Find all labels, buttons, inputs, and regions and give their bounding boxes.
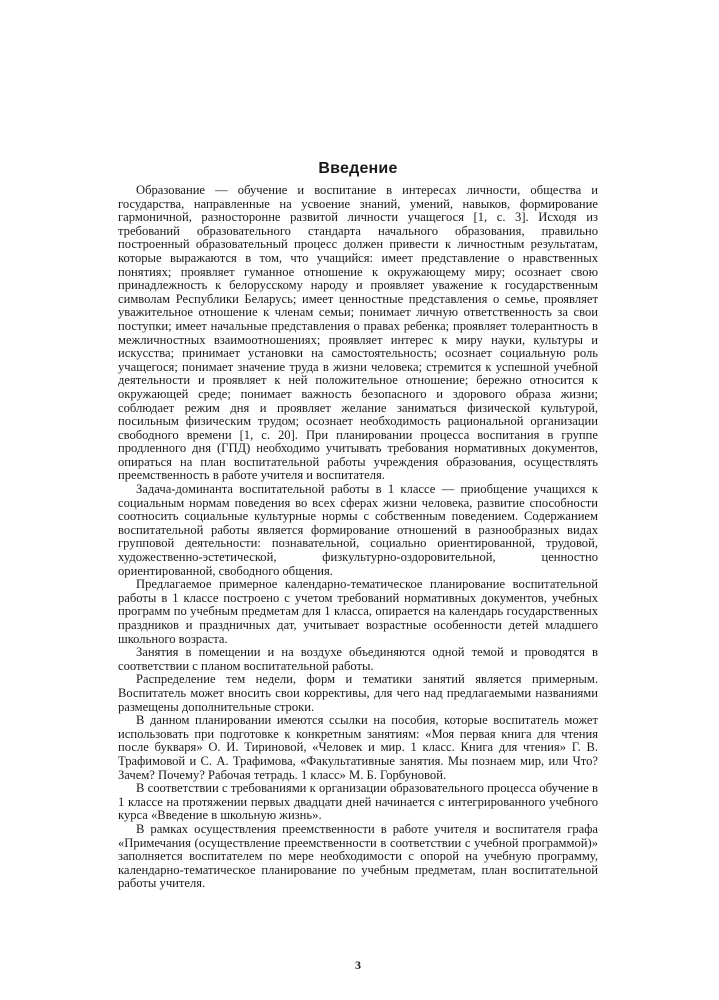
paragraph: Распределение тем недели, форм и тематики занятий является примерным. Воспитатель может вносить свои коррективы, для чего над предлагаемыми названиями размещены дополнительные строки.	[118, 672, 598, 714]
paragraph: Задача-доминанта воспитательной работы в 1 классе — приобщение учащихся к социальным нормам поведения во всех сферах жизни человека, развитие способности соотносить социальные культурные нормы с собственным поведением. Содержанием воспитательной работы является формирование отношений в разнообразных видах групповой деятельности: познавательной, социально ориентированной, трудовой, художественно-эстетической, физкультурно-оздоровительной, ценностно ориентированной, свободного общения.	[118, 482, 598, 578]
body-text	[118, 184, 598, 891]
page-title: Введение	[318, 160, 398, 177]
paragraph: В данном планировании имеются ссылки на пособия, которые воспитатель может использовать при подготовке к конкретным занятиям: «Моя первая книга для чтения после букваря» О. И. Тириновой, «Человек и мир. 1 класс. Книга для чтения» Г. В. Трафимовой и С. А. Трафимова, «Факультативные занятия. Мы познаем мир, или Что? Зачем? Почему? Рабочая тетрадь. 1 класс» М. Б. Горбуновой.	[118, 713, 598, 782]
paragraph: Образование — обучение и воспитание в интересах личности, общества и государства, направленные на усвоение знаний, умений, навыков, формирование гармоничной, разносторонне развитой личности учащегося [1, с. 3]. Исходя из требований образовательного стандарта начального образования, правильно построенный образовательный процесс должен привести к личностным результатам, которые выражаются в том, что учащийся: имеет представление о нравственных понятиях; проявляет гуманное отношение к окружающему миру; осознает свою принадлежность к белорусскому народу и проявляет уважение к государственным символам Республики Беларусь; имеет ценностные представления о семье, проявляет уважительное отношение к членам семьи; понимает личную ответственность за свои поступки; имеет начальные представления о правах ребенка; проявляет толерантность в межличностных взаимоотношениях; проявляет интерес к миру науки, культуры и искусства; принимает установки на самостоятельность; осознает социальную роль учащегося; понимает значение труда в жизни человека; стремится к успешной учебной деятельности и проявляет к ней положительное отношение; бережно относится к окружающей среде; понимает важность безопасного и здорового образа жизни; соблюдает режим дня и проявляет желание заниматься физической культурой, посильным физическим трудом; осознает необходимость рациональной организации свободного времени [1, с. 20]. При планировании процесса воспитания в группе продленного дня (ГПД) необходимо учитывать требования нормативных документов, опираться на план воспитательной работы учреждения образования, осуществлять преемственность в работе учителя и воспитателя.	[118, 183, 598, 483]
paragraph: В рамках осуществления преемственности в работе учителя и воспитателя графа «Примечания (осуществление преемственности в соответствии с учебной программой)» заполняется воспитателем по мере необходимости с опорой на учебную программу, календарно-тематическое планирование по учебным предметам, план воспитательной работы учителя.	[118, 821, 598, 891]
paragraph: Занятия в помещении и на воздухе объединяются одной темой и проводятся в соответствии с планом воспитательной работы.	[118, 645, 598, 673]
paragraph: В соответствии с требованиями к организации образовательного процесса обучение в 1 классе на протяжении первых двадцати дней начинается с интегрированного учебного курса «Введение в школьную жизнь».	[118, 781, 598, 823]
paragraph: Предлагаемое примерное календарно-тематическое планирование воспитательной работы в 1 классе построено с учетом требований нормативных документов, учебных программ по учебным предметам для 1 класса, опирается на календарь государственных праздников и праздничных дат, учитывает возрастные особенности детей младшего школьного возраста.	[118, 577, 598, 646]
page-number: 3	[355, 958, 361, 972]
